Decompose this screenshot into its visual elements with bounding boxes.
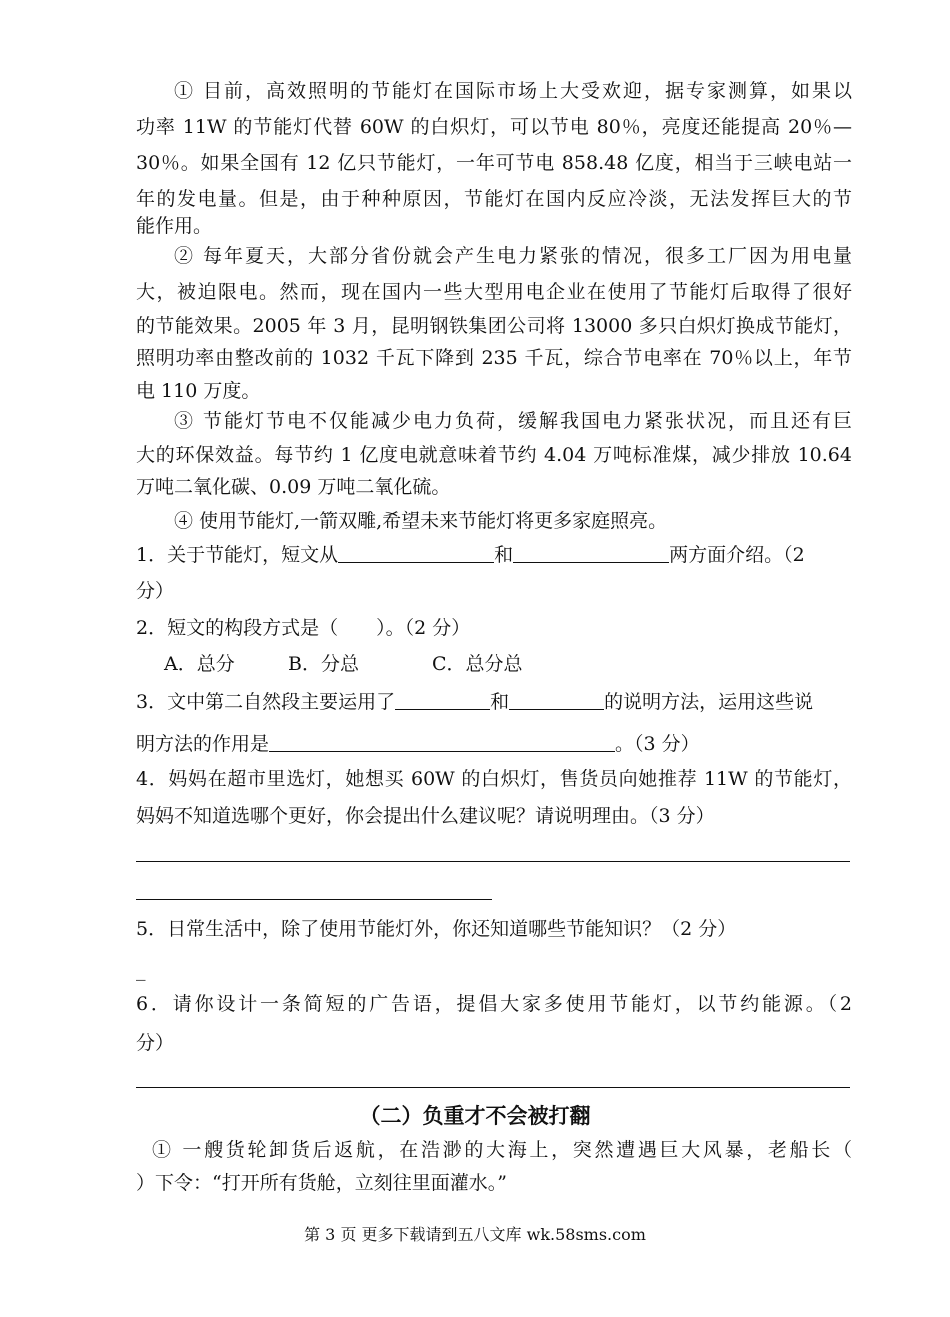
p4-line: ④ 使用节能灯,一箭双雕,希望未来节能灯将更多家庭照亮。	[174, 510, 668, 532]
p3-line-3: 万吨二氧化碳、0.09 万吨二氧化硫。	[136, 476, 451, 498]
q3-text-b: 和	[490, 691, 510, 713]
q5-answer-mark[interactable]: _	[136, 959, 146, 981]
p2-line-4: 照明功率由整改前的 1032 千瓦下降到 235 千瓦，综合节电率在 70％以上，年节	[136, 347, 852, 369]
p3-line-1: ③ 节能灯节电不仅能减少电力负荷，缓解我国电力紧张状况，而且还有巨	[174, 410, 852, 432]
q3-blank-2[interactable]	[509, 689, 604, 710]
q1-text-a: 1．关于节能灯，短文从	[136, 544, 339, 566]
q1-blank-2[interactable]	[513, 542, 669, 563]
question-1	[136, 542, 852, 567]
q1-blank-1[interactable]	[338, 542, 494, 563]
p1-line-5: 能作用。	[136, 215, 213, 237]
q3-text-c: 的说明方法，运用这些说	[604, 691, 814, 713]
section-2-line-1: ① 一艘货轮卸货后返航，在浩渺的大海上，突然遭遇巨大风暴，老船长（	[152, 1139, 852, 1161]
question-4-line-1: 4．妈妈在超市里选灯，她想买 60W 的白炽灯，售货员向她推荐 11W 的节能灯，	[136, 768, 852, 790]
p1-line-1: ① 目前，高效照明的节能灯在国际市场上大受欢迎，据专家测算，如果以	[174, 80, 852, 102]
question-2-options	[164, 652, 852, 676]
q2-option-a[interactable]: A．总分	[164, 653, 235, 675]
section-2-line-2: ）下令：“打开所有货舱，立刻往里面灌水。”	[136, 1172, 507, 1194]
p3-line-2: 大的环保效益。每节约 1 亿度电就意味着节约 4.04 万吨标准煤，减少排放 10.64	[136, 444, 852, 466]
q1-text-c: 两方面介绍。（2	[669, 544, 805, 566]
q1-text-b: 和	[494, 544, 514, 566]
q3-text-a: 3．文中第二自然段主要运用了	[136, 691, 396, 713]
question-4-line-2: 妈妈不知道选哪个更好，你会提出什么建议呢？请说明理由。（3 分）	[136, 805, 715, 827]
question-6-line-1: 6．请你设计一条简短的广告语，提倡大家多使用节能灯，以节约能源。（2	[136, 993, 852, 1015]
page-footer: 第 3 页 更多下载请到五八文库 wk.58sms.com	[304, 1225, 646, 1244]
section-2-title: （二）负重才不会被打翻	[359, 1104, 591, 1128]
q3-text-d: 明方法的作用是	[136, 733, 270, 755]
q3-text-e: 。（3 分）	[615, 733, 700, 755]
p1-line-4: 年的发电量。但是，由于种种原因，节能灯在国内反应冷淡，无法发挥巨大的节	[136, 188, 852, 210]
q2-option-c[interactable]: C．总分总	[432, 653, 523, 675]
p1-line-2: 功率 11W 的节能灯代替 60W 的白炽灯，可以节电 80％，亮度还能提高 20％—	[136, 116, 852, 138]
q3-blank-1[interactable]	[395, 689, 490, 710]
p2-line-2: 大，被迫限电。然而，现在国内一些大型用电企业在使用了节能灯后取得了很好	[136, 281, 852, 303]
q3-blank-3[interactable]	[269, 731, 615, 752]
q4-answer-line-2[interactable]	[136, 899, 492, 900]
question-3	[136, 689, 852, 714]
q2-option-b[interactable]: B．分总	[288, 653, 359, 675]
p1-line-3: 30％。如果全国有 12 亿只节能灯，一年可节电 858.48 亿度，相当于三峡电站一	[136, 152, 852, 174]
q6-answer-line[interactable]	[136, 1087, 850, 1088]
p2-line-1: ② 每年夏天，大部分省份就会产生电力紧张的情况，很多工厂因为用电量	[174, 245, 852, 267]
question-6-line-2: 分）	[136, 1032, 175, 1054]
p2-line-5: 电 110 万度。	[136, 380, 261, 402]
question-2: 2．短文的构段方式是（ ）。（2 分）	[136, 617, 471, 639]
q4-answer-line-1[interactable]	[136, 861, 850, 862]
question-3-cont	[136, 731, 852, 756]
p2-line-3: 的节能效果。2005 年 3 月，昆明钢铁集团公司将 13000 多只白炽灯换成节能灯，	[136, 315, 852, 337]
question-5: 5．日常生活中，除了使用节能灯外，你还知道哪些节能知识？（2 分）	[136, 918, 737, 940]
question-1-cont: 分）	[136, 580, 175, 602]
